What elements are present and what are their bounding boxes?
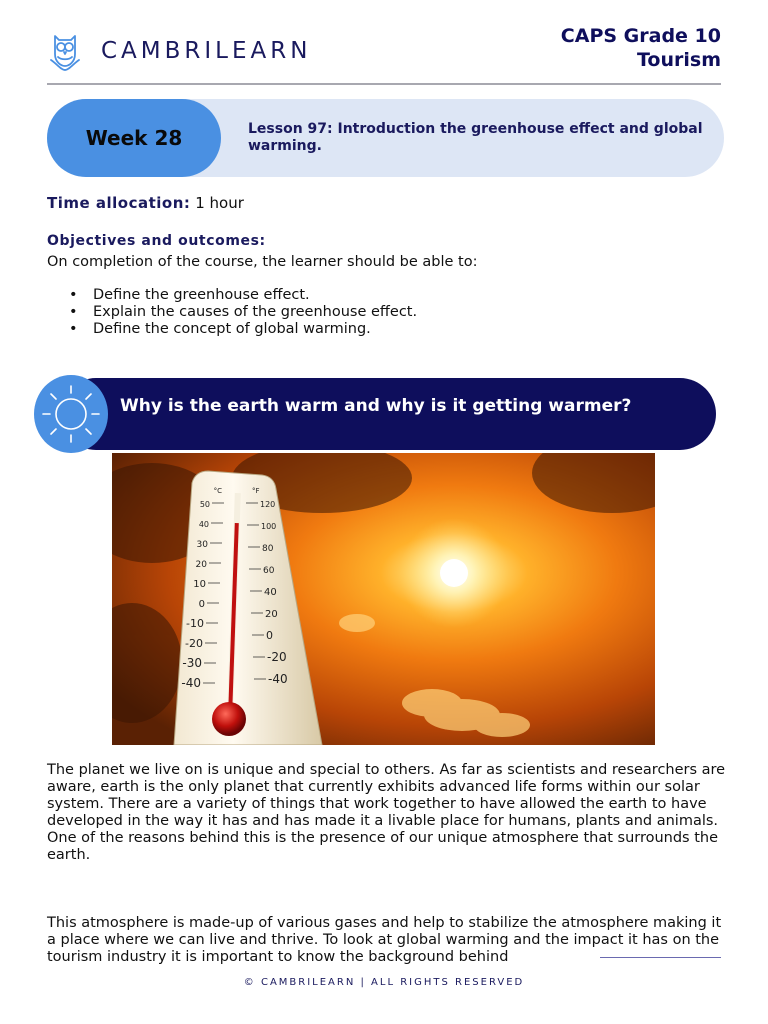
list-item: • Define the greenhouse effect. bbox=[47, 287, 417, 304]
course-grade: CAPS Grade 10 bbox=[560, 25, 721, 47]
owl-logo-icon bbox=[47, 30, 83, 72]
fahrenheit-label: 80 bbox=[262, 544, 274, 554]
time-allocation bbox=[47, 194, 244, 212]
fahrenheit-unit: °F bbox=[252, 487, 260, 495]
celsius-label: -20 bbox=[185, 637, 203, 650]
section-title: Why is the earth warm and why is it getting warmer? bbox=[120, 396, 632, 416]
fahrenheit-label: 20 bbox=[265, 609, 278, 620]
objectives-heading: Objectives and outcomes: bbox=[47, 233, 266, 249]
fahrenheit-label: 40 bbox=[264, 587, 277, 598]
fahrenheit-label: 120 bbox=[260, 500, 276, 509]
fahrenheit-label: -20 bbox=[267, 650, 287, 664]
fahrenheit-label: -40 bbox=[268, 672, 288, 686]
footer-divider bbox=[600, 957, 721, 958]
celsius-label: -40 bbox=[181, 676, 201, 690]
celsius-label: -30 bbox=[182, 656, 202, 670]
week-badge: Week 28 bbox=[47, 99, 221, 177]
celsius-label: 40 bbox=[198, 520, 209, 529]
body-paragraph-2: This atmosphere is made-up of various gases and help to stabilize the atmosphere making it a place where we can live and thrive. To look at global warming and the impact it has on the tourism industry it is important to know the background behind bbox=[47, 915, 722, 965]
thermometer-bulb bbox=[212, 702, 246, 736]
list-item: • Explain the causes of the greenhouse effect. bbox=[47, 304, 417, 321]
time-allocation-value: 1 hour bbox=[195, 194, 244, 212]
course-subject: Tourism bbox=[636, 49, 721, 71]
header-divider bbox=[47, 83, 721, 85]
course-title bbox=[561, 24, 721, 72]
celsius-label: 0 bbox=[198, 599, 205, 610]
brand-logo bbox=[47, 30, 311, 72]
sun-icon bbox=[34, 375, 108, 453]
celsius-label: 20 bbox=[195, 560, 207, 570]
thermometer-sun-image bbox=[112, 453, 655, 745]
celsius-label: 50 bbox=[199, 500, 210, 509]
objectives-intro: On completion of the course, the learner should be able to: bbox=[47, 254, 478, 270]
celsius-label: -10 bbox=[186, 617, 204, 630]
brand-name: CAMBRILEARN bbox=[101, 38, 312, 64]
celsius-label: 10 bbox=[193, 579, 206, 590]
body-paragraph-1: The planet we live on is unique and special to others. As far as scientists and researchers are aware, earth is the only planet that currently exhibits advanced life forms within our solar system. There are a variety of things that work together to have allowed the earth to have developed in the way it has and has made it a livable place for humans, plants and animals. One of the reasons behind this is the presence of our unique atmosphere that surrounds the earth. bbox=[47, 762, 726, 863]
celsius-unit: °C bbox=[213, 487, 222, 495]
footer-copyright: © CAMBRILEARN | ALL RIGHTS RESERVED bbox=[243, 977, 525, 988]
celsius-label: 30 bbox=[196, 540, 208, 550]
objectives-list bbox=[47, 287, 417, 338]
time-allocation-label: Time allocation: bbox=[47, 194, 191, 212]
list-item: • Define the concept of global warming. bbox=[47, 321, 417, 338]
lesson-title: Lesson 97: Introduction the greenhouse effect and global warming. bbox=[248, 121, 703, 154]
fahrenheit-label: 60 bbox=[263, 566, 275, 576]
fahrenheit-label: 0 bbox=[266, 629, 273, 642]
fahrenheit-label: 100 bbox=[261, 522, 277, 531]
